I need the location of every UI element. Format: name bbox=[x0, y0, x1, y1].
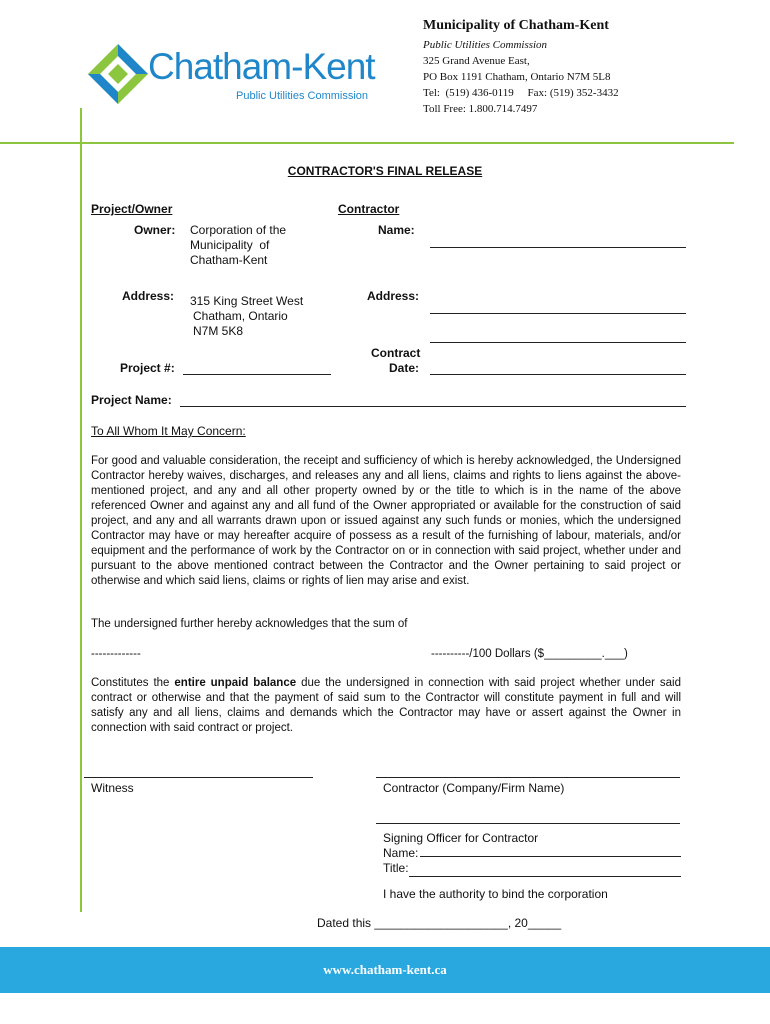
address-line-2: PO Box 1191 Chatham, Ontario N7M 5L8 bbox=[423, 71, 611, 83]
header-contact bbox=[423, 18, 763, 117]
signing-name-field[interactable] bbox=[420, 856, 681, 857]
project-number-field[interactable] bbox=[183, 374, 331, 375]
project-name-label: Project Name: bbox=[91, 393, 172, 407]
witness-label: Witness bbox=[91, 781, 134, 795]
org-name: Municipality of Chatham-Kent bbox=[423, 18, 609, 33]
signing-name-label: Name: bbox=[383, 846, 419, 860]
contractor-firm-label: Contractor (Company/Firm Name) bbox=[383, 781, 565, 795]
green-horizontal-rule bbox=[0, 142, 734, 144]
form-title: CONTRACTOR'S FINAL RELEASE bbox=[287, 164, 483, 178]
owner-address-line-2: Chatham, Ontario bbox=[193, 309, 288, 323]
owner-label: Owner: bbox=[134, 223, 176, 237]
authority-statement: I have the authority to bind the corporation bbox=[383, 887, 608, 901]
balance-paragraph-rest: due the undersigned in connection with said project whether under said contract or otherwise and that the payment of said sum to the Contractor will constitute payment in full and will satisfy any and all liens, claims and demands which the Contractor may have or assert against the Owner in connection with said contract or project. bbox=[91, 677, 681, 734]
acknowledgement-line: The undersigned further hereby acknowledges that the sum of bbox=[91, 618, 408, 630]
project-name-field[interactable] bbox=[180, 406, 686, 407]
amount-words-dashes: ------------- bbox=[91, 648, 141, 660]
footer-website-link[interactable]: www.chatham-kent.ca bbox=[323, 962, 447, 977]
logo-subtitle: Public Utilities Commission bbox=[236, 90, 369, 102]
owner-value-line-2: Municipality of bbox=[190, 238, 270, 252]
signing-officer-label: Signing Officer for Contractor bbox=[383, 831, 539, 845]
address-line-1: 325 Grand Avenue East, bbox=[423, 55, 530, 67]
signing-officer-signature-line[interactable] bbox=[376, 823, 680, 824]
contractor-address-field-1[interactable] bbox=[430, 313, 686, 314]
contractor-firm-line[interactable] bbox=[376, 777, 680, 778]
contractor-name-label: Name: bbox=[378, 223, 415, 237]
witness-signature-line[interactable] bbox=[84, 777, 313, 778]
release-paragraph: For good and valuable consideration, the receipt and sufficiency of which is hereby acknowledged, the Undersigned Contractor hereby waives, discharges, and releases any and all liens, claims and rights to liens against the above-mentioned project, and any and all other property owned by or the title to which is in the name of the above referenced Owner and against any and all fund of the Owner appropriated or available for the construction of said project, and any and all warrants drawn upon or issued against any such funds or monies, which the undersigned Contractor may have or may hereafter acquire of possess as a result of the furnishing of labour, materials, and/or equipment and the performance of work by the Contractor on or in connection with said project, whether under and pursuant to the above mentioned contract between the Contractor and the Owner pertaining to said project or otherwise and which said liens, claims or rights of lien may arise and exist. bbox=[91, 455, 681, 587]
logo-diamond-icon bbox=[86, 42, 150, 106]
contractor-heading: Contractor bbox=[338, 202, 400, 216]
amount-dollars-field[interactable]: ----------/100 Dollars ($_________.___) bbox=[431, 648, 628, 660]
contract-date-field[interactable] bbox=[430, 374, 686, 375]
contractor-address-label: Address: bbox=[367, 289, 420, 303]
signing-title-field[interactable] bbox=[409, 876, 681, 877]
green-vertical-rule bbox=[80, 108, 82, 912]
balance-paragraph bbox=[91, 676, 681, 736]
project-number-label: Project #: bbox=[120, 361, 175, 375]
phone-line: Tel: (519) 436-0119 Fax: (519) 352-3432 bbox=[423, 87, 619, 99]
tollfree-line: Toll Free: 1.800.714.7497 bbox=[423, 103, 538, 115]
contractor-name-field[interactable] bbox=[430, 247, 686, 248]
owner-value-line-3: Chatham-Kent bbox=[190, 253, 268, 267]
contractor-address-field-2[interactable] bbox=[430, 342, 686, 343]
footer-bar bbox=[0, 947, 770, 993]
signing-title-label: Title: bbox=[383, 861, 409, 875]
balance-paragraph-start: Constitutes the bbox=[91, 677, 175, 689]
owner-value-line-1: Corporation of the bbox=[190, 223, 287, 237]
contract-date-label-1: Contract bbox=[371, 346, 421, 360]
project-owner-heading: Project/Owner bbox=[91, 202, 173, 216]
owner-address-line-1: 315 King Street West bbox=[190, 294, 304, 308]
balance-paragraph-emphasis: entire unpaid balance bbox=[174, 677, 297, 689]
logo-wordmark: Chatham-Kent bbox=[148, 46, 375, 87]
owner-address-label: Address: bbox=[122, 289, 175, 303]
logo bbox=[86, 40, 386, 110]
org-subtitle: Public Utilities Commission bbox=[423, 39, 548, 51]
contract-date-label-2: Date: bbox=[389, 361, 420, 375]
dated-line[interactable]: Dated this ____________________, 20_____ bbox=[317, 916, 562, 930]
salutation: To All Whom It May Concern: bbox=[91, 424, 246, 438]
owner-address-line-3: N7M 5K8 bbox=[193, 324, 244, 338]
